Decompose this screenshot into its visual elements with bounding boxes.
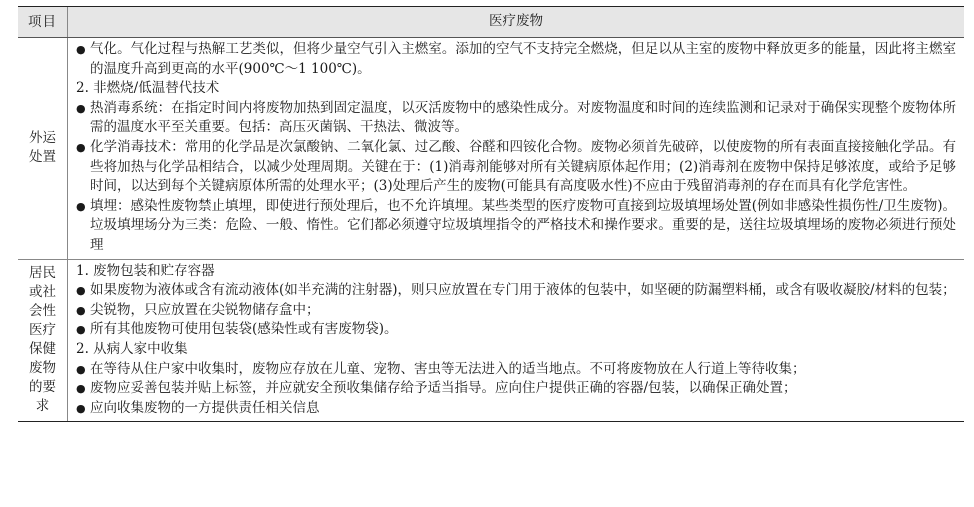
bullet-icon: ● [76, 303, 86, 317]
bullet-icon: ● [76, 362, 86, 376]
list-item: ● 废物应妥善包装并贴上标签，并应就安全预收集储存给予适当指导。应向住户提供正确的容器/包装，以确保正确处置； [76, 379, 956, 399]
list-item: ● 所有其他废物可使用包装袋(感染性或有害废物袋)。 [76, 320, 956, 340]
row-label-household-requirements: 居民或社会性医疗保健废物的要求 [18, 260, 68, 422]
list-item: ● 尖锐物，只应放置在尖锐物储存盒中； [76, 301, 956, 321]
header-item-cell: 项目 [18, 7, 68, 37]
bullet-icon: ● [76, 140, 86, 154]
medical-waste-table [18, 6, 964, 422]
list-item: ● 气化。气化过程与热解工艺类似，但将少量空气引入主燃室。添加的空气不支持完全燃烧，但足以从主室的废物中释放更多的能量，因此将主燃室的温度升高到更高的水平(900℃～1 100℃)。 [76, 41, 956, 77]
list-item: ● 应向收集废物的一方提供责任相关信息 [76, 399, 956, 419]
bullet-icon: ● [76, 323, 86, 337]
header-content-cell: 医疗废物 [489, 13, 543, 30]
list-item: ● 化学消毒技术：常用的化学品是次氯酸钠、二氧化氯、过乙酸、谷醛和四铵化合物。废物必须首先破碎，以使废物的所有表面直接接触化学品。有些将加热与化学品相结合，以减少处理周期。关键在于：(1)消毒剂能够对所有关键病原体起作用；(2)消毒剂在废物中保持足够浓度，或给予足够时间，以达到每个关键病原体所需的处理水平；(3)处理后产生的废物(可能具有高度吸水性)不应由于残留消毒剂的存在而具有化学危害性。 [76, 138, 956, 195]
list-item: ● 如果废物为液体或含有流动液体(如半充满的注射器)，则只应放置在专门用于液体的包装中，如坚硬的防漏塑料桶，或含有吸收凝胶/材料的包装； [76, 281, 956, 301]
row-content-household-requirements [68, 260, 964, 422]
list-item: ● 填埋：感染性废物禁止填埋，即使进行预处理后，也不允许填埋。某些类型的医疗废物可直接到垃圾填埋场处置(例如非感染性损伤性/卫生废物)。垃圾填埋场分为三类：危险、一般、惰性。它们都必须遵守垃圾填埋指令的严格技术和操作要求。重要的是，送往垃圾填埋场的废物必须进行预处理 [76, 197, 956, 253]
table-row [18, 38, 964, 260]
bullet-icon: ● [76, 199, 86, 213]
list-heading: 2. 从病人家中收集 [76, 340, 188, 357]
bullet-icon: ● [76, 43, 86, 56]
row-content-offsite-disposal [68, 38, 964, 259]
table-header-row [18, 7, 964, 38]
list-heading: 1. 废物包装和贮存容器 [76, 262, 215, 279]
bullet-icon: ● [76, 382, 86, 396]
row-label-offsite-disposal: 外运处置 [18, 38, 68, 259]
list-item: ● 热消毒系统：在指定时间内将废物加热到固定温度，以灭活废物中的感染性成分。对废物温度和时间的连续监测和记录对于确保实现整个废物体所需的温度水平至关重要。包括：高压灭菌锅、干热法、微波等。 [76, 99, 956, 136]
bullet-icon: ● [76, 101, 86, 115]
list-heading: 2. 非燃烧/低温替代技术 [76, 80, 220, 97]
bullet-icon: ● [76, 284, 86, 298]
table-row [18, 260, 964, 422]
bullet-icon: ● [76, 401, 86, 415]
list-item: ● 在等待从住户家中收集时，废物应存放在儿童、宠物、害虫等无法进入的适当地点。不可将废物放在人行道上等待收集； [76, 360, 956, 380]
